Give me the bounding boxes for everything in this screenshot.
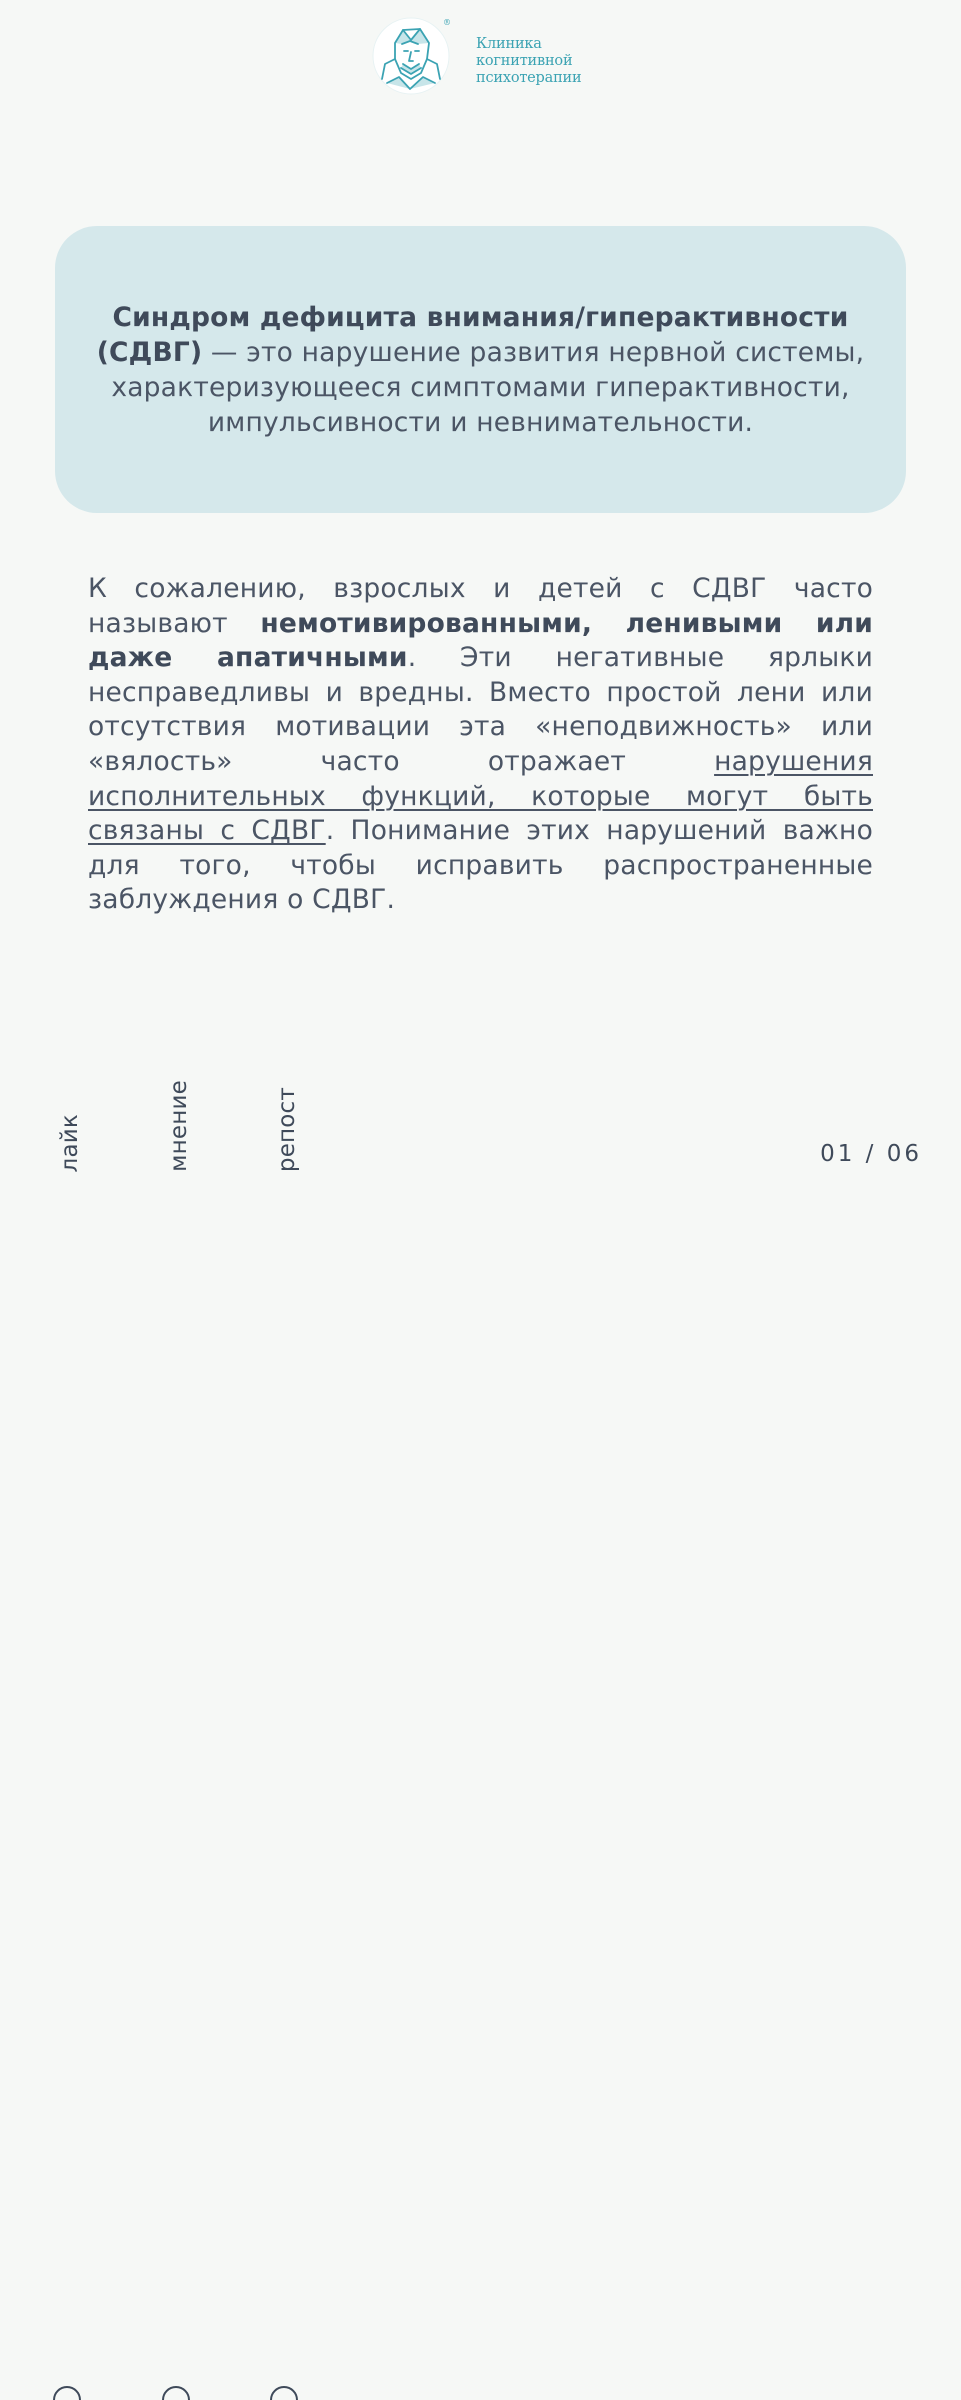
clinic-name [476,36,616,87]
body-text-intro: К сожалению, взрослых и детей с СДВГ часто называют [88,573,873,639]
registered-mark: ® [443,18,451,27]
like-label: лайк [57,1113,83,1172]
repost-circle-icon[interactable] [270,2386,298,2400]
opinion-circle-icon[interactable] [162,2386,190,2400]
opinion-label: мнение [166,1080,192,1172]
repost-label: репост [274,1086,300,1172]
clinic-name-line-2: когнитивной [476,53,573,69]
clinic-portrait-logo-icon [371,16,451,96]
body-paragraph [88,572,873,918]
definition-term: Синдром дефицита внимания/гиперактивности (СДВГ) [96,301,849,368]
body-text-ending: . Понимание этих нарушений важно для того, чтобы исправить распространенные заблуждения о СДВГ. [88,815,873,916]
body-text-middle: . Эти негативные ярлыки несправедливы и вредны. Вместо простой лени или отсутствия мотивации эта «неподвижность» или «вялость» часто отражает [88,642,873,777]
header [0,0,961,110]
definition-description: — это нарушение развития нервной системы, характеризующееся симптомами гиперактивности, импульсивности и невнимательности. [111,336,865,438]
definition-paragraph [90,300,871,440]
clinic-name-line-1: Клиника [476,36,542,52]
body-bold-labels: немотивированными, ленивыми или даже апатичными [88,607,873,674]
like-circle-icon[interactable] [53,2386,81,2400]
page-counter: 01 / 06 [820,1141,922,1167]
clinic-name-line-3: психотерапии [476,70,582,86]
definition-card [55,226,906,513]
body-underlined-link[interactable]: нарушения исполнительных функций, которые могут быть связаны с СДВГ [88,745,873,847]
